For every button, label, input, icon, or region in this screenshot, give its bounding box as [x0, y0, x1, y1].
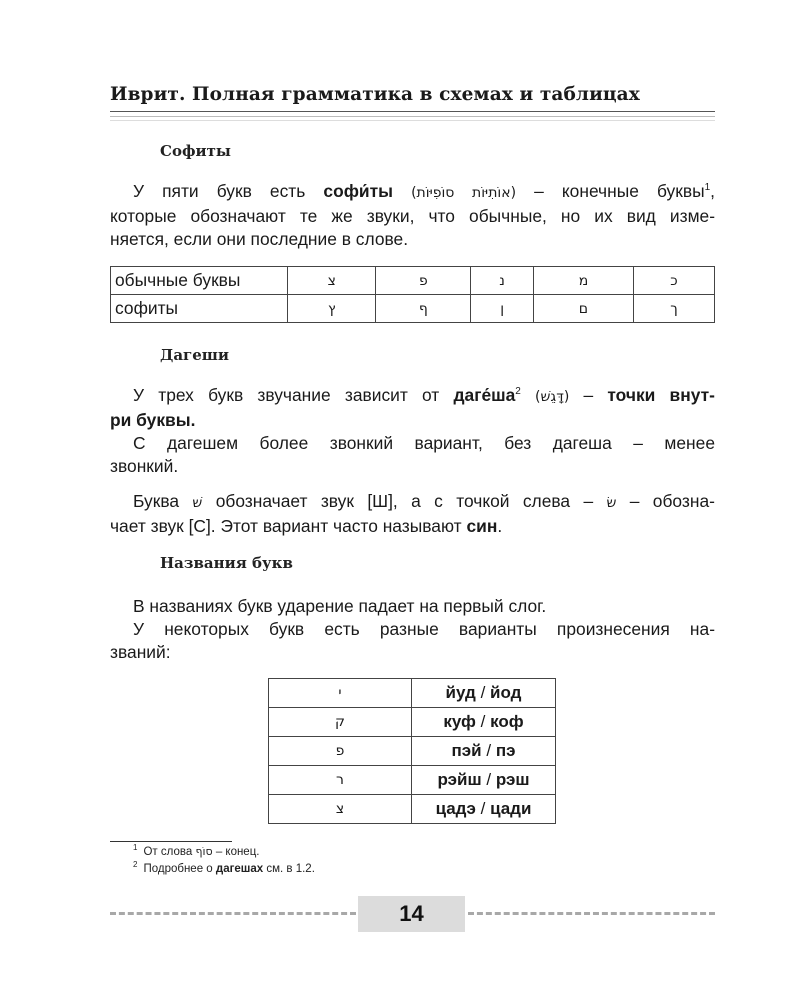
letter-cell: ק	[269, 708, 412, 737]
letter-cell: י	[269, 679, 412, 708]
table-row	[269, 766, 556, 795]
dagesh-line-2: ри буквы.	[110, 410, 196, 430]
name-cell: куф / коф	[412, 708, 556, 737]
sofit-line-2: которые обозначают те же звуки, что обычные, но их вид изме-	[110, 206, 715, 226]
sofit-table	[110, 266, 715, 323]
footnote-rule	[110, 841, 232, 842]
letter-cell: ץ	[288, 295, 376, 323]
table-row	[269, 679, 556, 708]
letter-cell: צ	[269, 795, 412, 824]
running-head-title: Иврит. Полная грамматика в схемах и таблицах	[110, 84, 640, 105]
section-heading-letter-names: Названия букв	[160, 554, 293, 572]
letter-names-table	[268, 678, 556, 824]
page-dash-left	[110, 912, 356, 915]
sofit-line-3: няется, если они последние в слове.	[110, 229, 409, 249]
names-line-2: У некоторых букв есть разные варианты произнесения на-	[133, 619, 715, 639]
name-cell: йуд / йод	[412, 679, 556, 708]
header-rule	[110, 111, 715, 112]
row-label: обычные буквы	[111, 267, 288, 295]
letter-cell: כ	[633, 267, 714, 295]
dagesh-line-3: С дагешем более звонкий вариант, без дагеша – менее	[133, 433, 715, 453]
shin-sin-paragraph	[110, 490, 715, 538]
letter-cell: ף	[376, 295, 471, 323]
dagesh-paragraph	[110, 384, 715, 478]
header-rule-thin	[110, 116, 715, 117]
table-row	[269, 737, 556, 766]
row-label: софиты	[111, 295, 288, 323]
names-line-1: В названиях букв ударение падает на первый слог.	[133, 596, 547, 616]
letter-cell: ן	[471, 295, 534, 323]
dagesh-line-4: звонкий.	[110, 456, 179, 476]
page-number: 14	[358, 896, 465, 932]
name-cell: рэйш / рэш	[412, 766, 556, 795]
letter-cell: פ	[376, 267, 471, 295]
sofit-line-1: У пяти букв есть софи́ты (אוֹתִיּוֹת סוֹפִיּוֹת) – конечные буквы$^1$,	[133, 181, 715, 201]
footnote-2: $^2$ Подробнее о дагешах см. в 1.2.	[133, 860, 315, 875]
section-heading-sofit: Софиты	[160, 142, 231, 160]
letter-cell: ר	[269, 766, 412, 795]
shin-line-1: Буква שׁ обозначает звук [Ш], а с точкой слева – שׂ – обозна-	[133, 491, 715, 511]
dagesh-line-1: У трех букв звучание зависит от $даге́ша^2$ (דָּגֵשׁ) – точки внут-	[133, 385, 715, 405]
names-line-3: званий:	[110, 642, 171, 662]
letter-cell: פ	[269, 737, 412, 766]
letter-cell: ם	[534, 295, 634, 323]
footnote-1: $^1$ От слова סוֹף – конец.	[133, 843, 260, 858]
table-row	[111, 295, 715, 323]
letter-cell: ך	[633, 295, 714, 323]
table-row	[111, 267, 715, 295]
section-heading-dagesh: Дагеши	[160, 346, 230, 364]
letter-cell: נ	[471, 267, 534, 295]
letter-cell: מ	[534, 267, 634, 295]
letter-cell: צ	[288, 267, 376, 295]
name-cell: пэй / пэ	[412, 737, 556, 766]
page-dash-right	[468, 912, 715, 915]
header-rule-faint	[110, 120, 715, 121]
names-paragraph	[110, 595, 715, 664]
table-row	[269, 795, 556, 824]
table-row	[269, 708, 556, 737]
shin-line-2: чает звук [С]. Этот вариант часто называют син.	[110, 516, 503, 536]
sofit-paragraph	[110, 180, 715, 251]
name-cell: цадэ / цади	[412, 795, 556, 824]
